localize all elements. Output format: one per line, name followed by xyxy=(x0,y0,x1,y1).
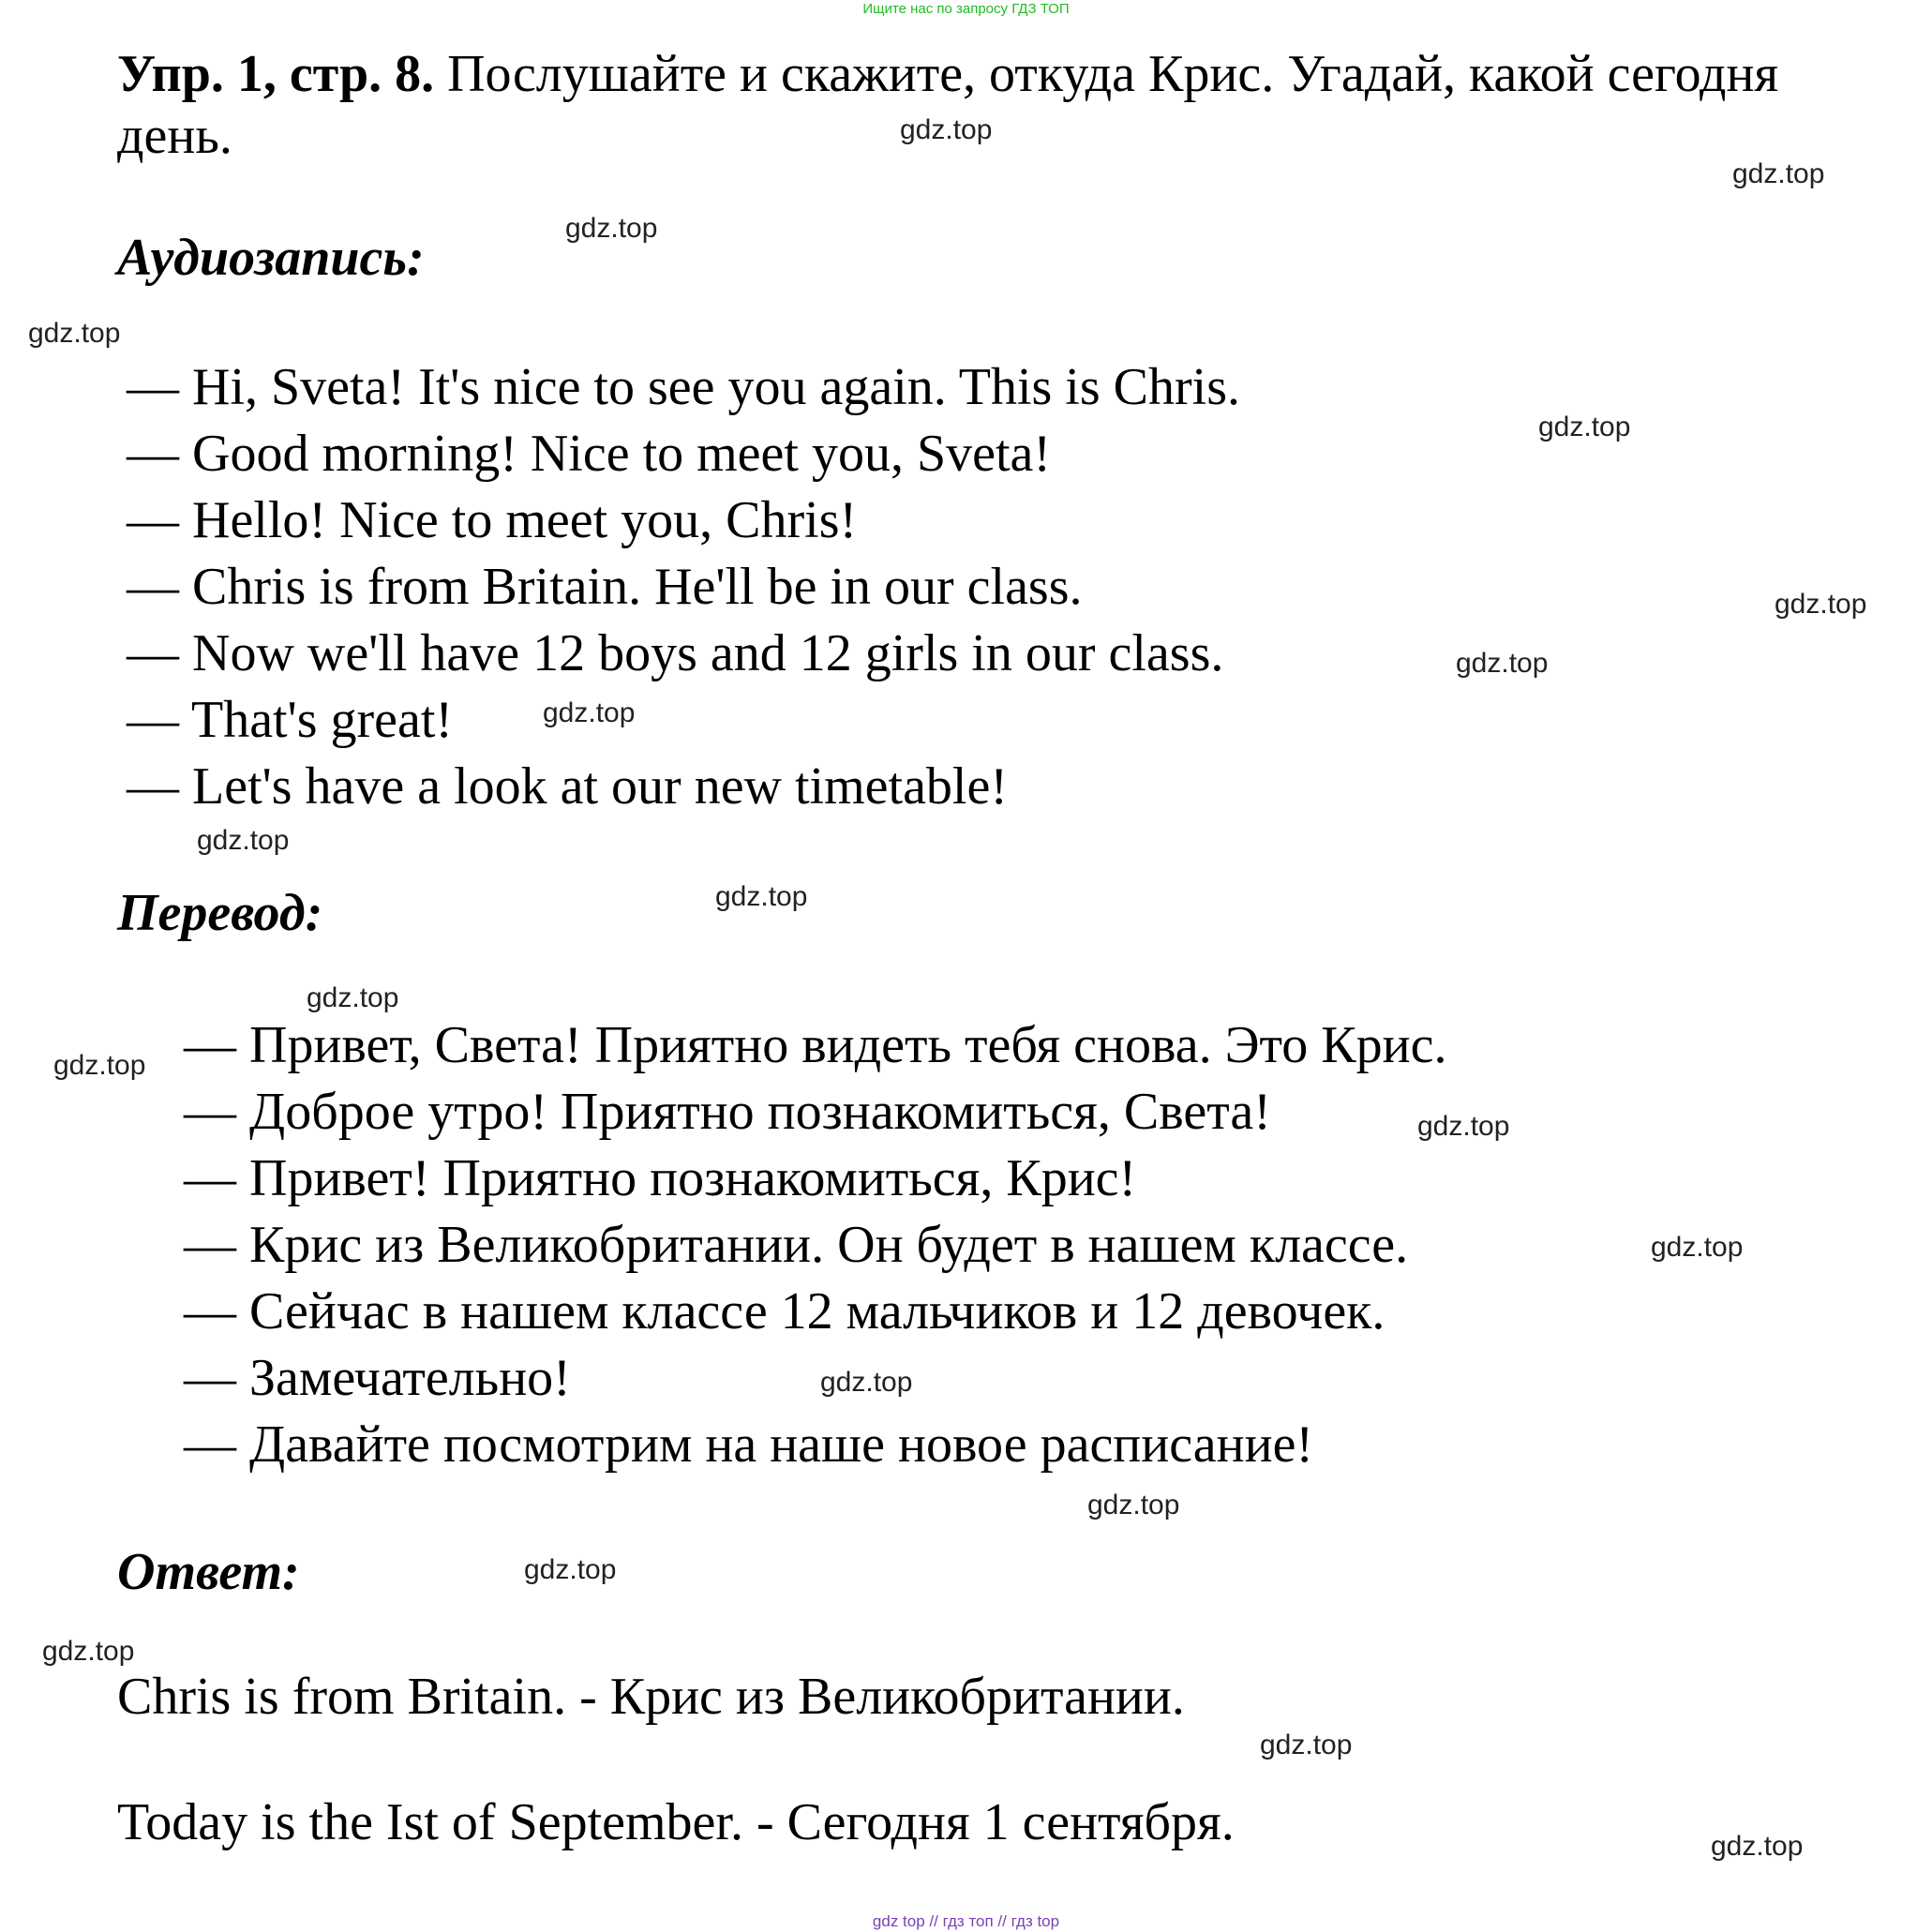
footer-links: gdz top // гдз топ // гдз top xyxy=(872,1912,1060,1930)
answer-line-1: Chris is from Britain. - Крис из Великобритании. xyxy=(117,1668,1185,1726)
translation-line-6: — Замечательно! xyxy=(184,1349,571,1407)
watermark: gdz.top xyxy=(900,114,993,145)
translation-line-4: — Крис из Великобритании. Он будет в нашем классе. xyxy=(184,1216,1409,1274)
watermark: gdz.top xyxy=(1260,1730,1353,1760)
translation-line-7: — Давайте посмотрим на наше новое расписание! xyxy=(184,1415,1314,1474)
watermark: gdz.top xyxy=(820,1367,913,1398)
watermark: gdz.top xyxy=(524,1554,617,1585)
watermark: gdz.top xyxy=(1711,1831,1804,1862)
watermark: gdz.top xyxy=(42,1636,135,1667)
watermark: gdz.top xyxy=(53,1050,146,1081)
audio-line-5: — Now we'll have 12 boys and 12 girls in our class. xyxy=(127,624,1224,682)
watermark: gdz.top xyxy=(1775,589,1867,620)
watermark: gdz.top xyxy=(543,697,636,728)
watermark: gdz.top xyxy=(1732,158,1825,189)
watermark: gdz.top xyxy=(1538,412,1631,442)
audio-line-6: — That's great! xyxy=(127,691,454,749)
top-hint: Ищите нас по запросу ГДЗ ТОП xyxy=(862,1,1070,17)
watermark: gdz.top xyxy=(1417,1111,1510,1142)
translation-line-2: — Доброе утро! Приятно познакомиться, Света! xyxy=(184,1083,1271,1141)
translation-line-5: — Сейчас в нашем классе 12 мальчиков и 12 девочек. xyxy=(184,1282,1385,1340)
audio-line-3: — Hello! Nice to meet you, Chris! xyxy=(127,491,858,549)
audio-line-2: — Good morning! Nice to meet you, Sveta! xyxy=(127,425,1052,483)
watermark: gdz.top xyxy=(197,825,290,856)
answer-line-2: Today is the Ist of September. - Сегодня 1 сентября. xyxy=(117,1793,1235,1851)
audio-line-4: — Chris is from Britain. He'll be in our class. xyxy=(127,558,1083,616)
audio-line-7: — Let's have a look at our new timetable! xyxy=(127,757,1008,816)
audio-heading: Аудиозапись: xyxy=(117,229,425,287)
audio-line-1: — Hi, Sveta! It's nice to see you again. This is Chris. xyxy=(127,358,1241,416)
watermark: gdz.top xyxy=(28,318,121,349)
translation-line-1: — Привет, Света! Приятно видеть тебя снова. Это Крис. xyxy=(184,1016,1447,1074)
translation-line-3: — Привет! Приятно познакомиться, Крис! xyxy=(184,1149,1137,1207)
watermark: gdz.top xyxy=(1456,648,1549,679)
answer-heading: Ответ: xyxy=(117,1543,300,1601)
watermark: gdz.top xyxy=(1087,1490,1180,1520)
watermark: gdz.top xyxy=(565,213,658,244)
exercise-task: Послушайте и скажите, откуда Крис. Угадай, какой сегодня день. xyxy=(117,45,1779,165)
exercise-number: Упр. 1, стр. 8. xyxy=(117,45,435,103)
exercise-title xyxy=(117,43,1898,167)
translation-heading: Перевод: xyxy=(117,884,323,942)
watermark: gdz.top xyxy=(1651,1232,1744,1263)
watermark: gdz.top xyxy=(307,982,399,1013)
watermark: gdz.top xyxy=(715,881,808,912)
